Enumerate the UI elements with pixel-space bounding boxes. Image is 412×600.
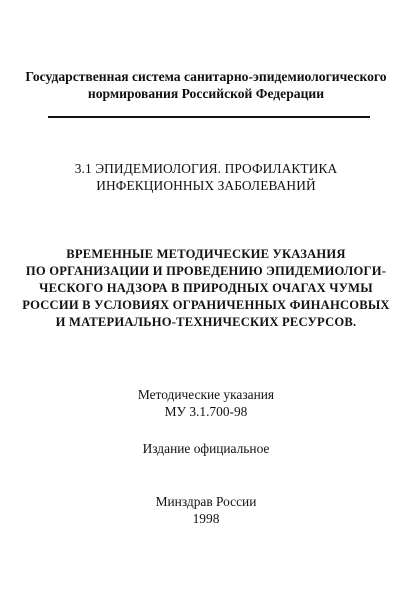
- header-divider: [48, 116, 370, 118]
- publication-year: 1998: [192, 511, 220, 526]
- title-line: ПО ОРГАНИЗАЦИИ И ПРОВЕДЕНИЮ ЭПИДЕМИОЛОГИ-: [25, 264, 387, 278]
- title-line: РОССИИ В УСЛОВИЯХ ОГРАНИЧЕННЫХ ФИНАНСОВЫХ: [22, 298, 390, 312]
- document-type: [0, 386, 412, 420]
- edition-label: [0, 440, 412, 457]
- title-line: ЧЕСКОГО НАДЗОРА В ПРИРОДНЫХ ОЧАГАХ ЧУМЫ: [39, 281, 373, 295]
- section-line-1: 3.1 ЭПИДЕМИОЛОГИЯ. ПРОФИЛАКТИКА: [74, 161, 338, 176]
- issuing-system-header: [0, 68, 412, 102]
- header-line-2: нормирования Российской Федерации: [87, 86, 325, 101]
- section-line-2: ИНФЕКЦИОННЫХ ЗАБОЛЕВАНИЙ: [96, 178, 316, 193]
- publisher-name: Минздрав России: [155, 494, 257, 509]
- title-line: И МАТЕРИАЛЬНО-ТЕХНИЧЕСКИХ РЕСУРСОВ.: [55, 315, 357, 329]
- title-line: ВРЕМЕННЫЕ МЕТОДИЧЕСКИЕ УКАЗАНИЯ: [66, 247, 346, 261]
- document-title: [0, 246, 412, 331]
- document-number: МУ 3.1.700-98: [164, 404, 248, 419]
- header-line-1: Государственная система санитарно-эпидемиологического: [25, 69, 387, 84]
- document-type-label: Методические указания: [137, 387, 275, 402]
- section-heading: [0, 160, 412, 194]
- edition-text: Издание официальное: [142, 441, 270, 456]
- publisher-block: [0, 493, 412, 527]
